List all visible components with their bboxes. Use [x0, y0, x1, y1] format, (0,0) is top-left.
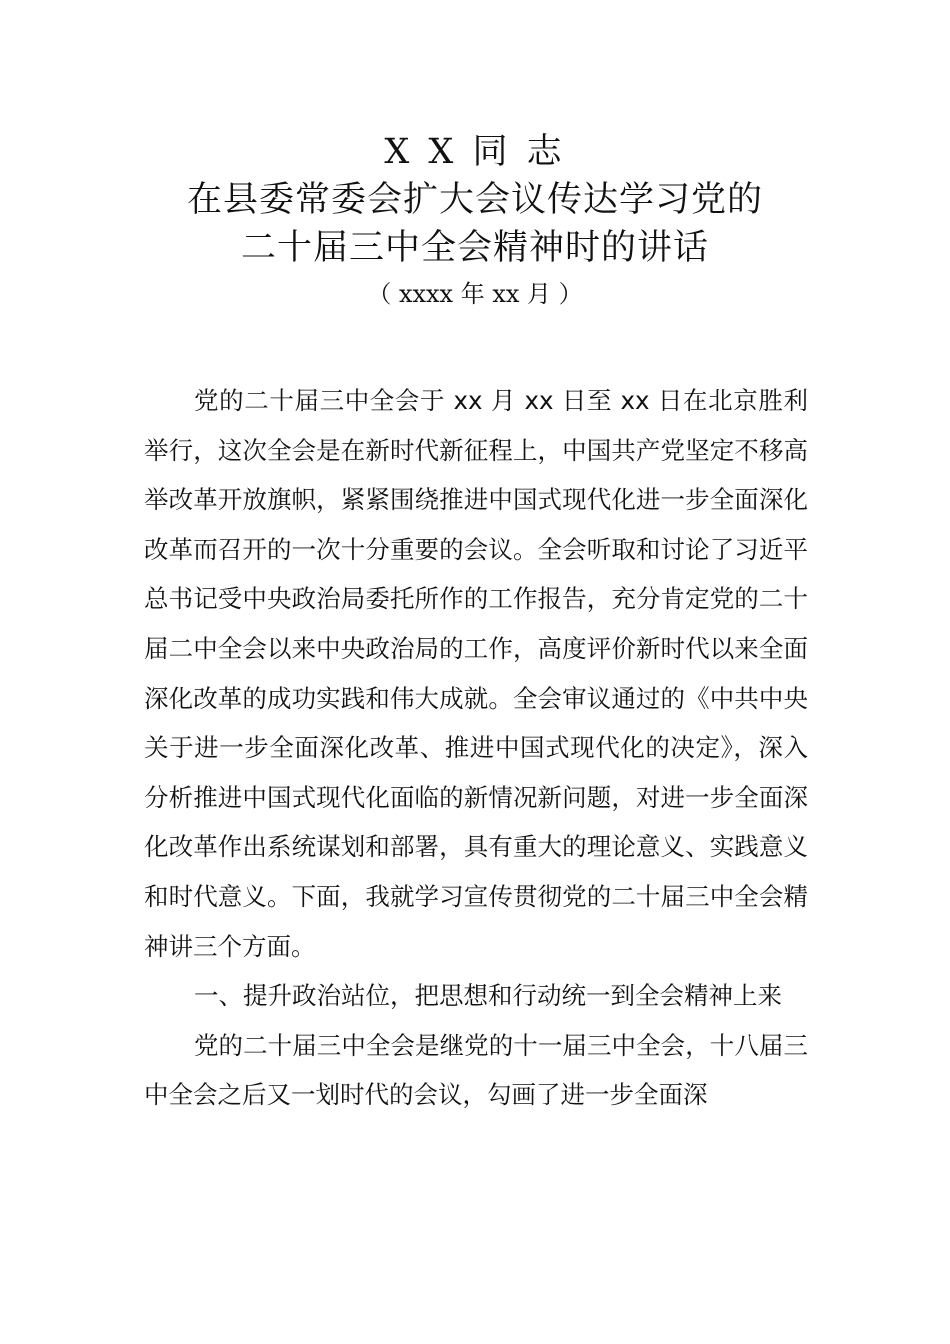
document-body — [144, 376, 808, 1120]
speech-title-line-1: 在县委常委会扩大会议传达学习党的 — [186, 180, 763, 220]
intro-paragraph: 党的二十届三中全会于 xx 月 xx 日至 xx 日在北京胜利举行，这次全会是在新时代新征程上，中国共产党坚定不移高举改革开放旗帜，紧紧围绕推进中国式现代化进一步全面深化改革而召开的一次十分重要的会议。全会听取和讨论了习近平总书记受中央政治局委托所作的工作报告，充分肯定党的二十届二中全会以来中央政治局的工作，高度评价新时代以来全面深化改革的成功实践和伟大成就。全会审议通过的《中共中央关于进一步全面深化改革、推进中国式现代化的决定》，深入分析推进中国式现代化面临的新情况新问题，对进一步全面深化改革作出系统谋划和部署，具有重大的理论意义、实践意义和时代意义。下面，我就学习宣传贯彻党的二十届三中全会精神讲三个方面。 — [144, 386, 808, 961]
section-1-paragraph: 党的二十届三中全会是继党的十一届三中全会，十八届三中全会之后又一划时代的会议，勾画了进一步全面深 — [144, 1030, 808, 1110]
section-heading-1: 一、提升政治站位，把思想和行动统一到全会精神上来 — [194, 981, 782, 1011]
document-title-block — [0, 128, 950, 310]
speaker-name: X X 同 志 — [384, 132, 566, 172]
speech-title-line-2: 二十届三中全会精神时的讲话 — [240, 228, 709, 268]
speech-date: （ xxxx 年 xx 月 ） — [367, 280, 583, 308]
